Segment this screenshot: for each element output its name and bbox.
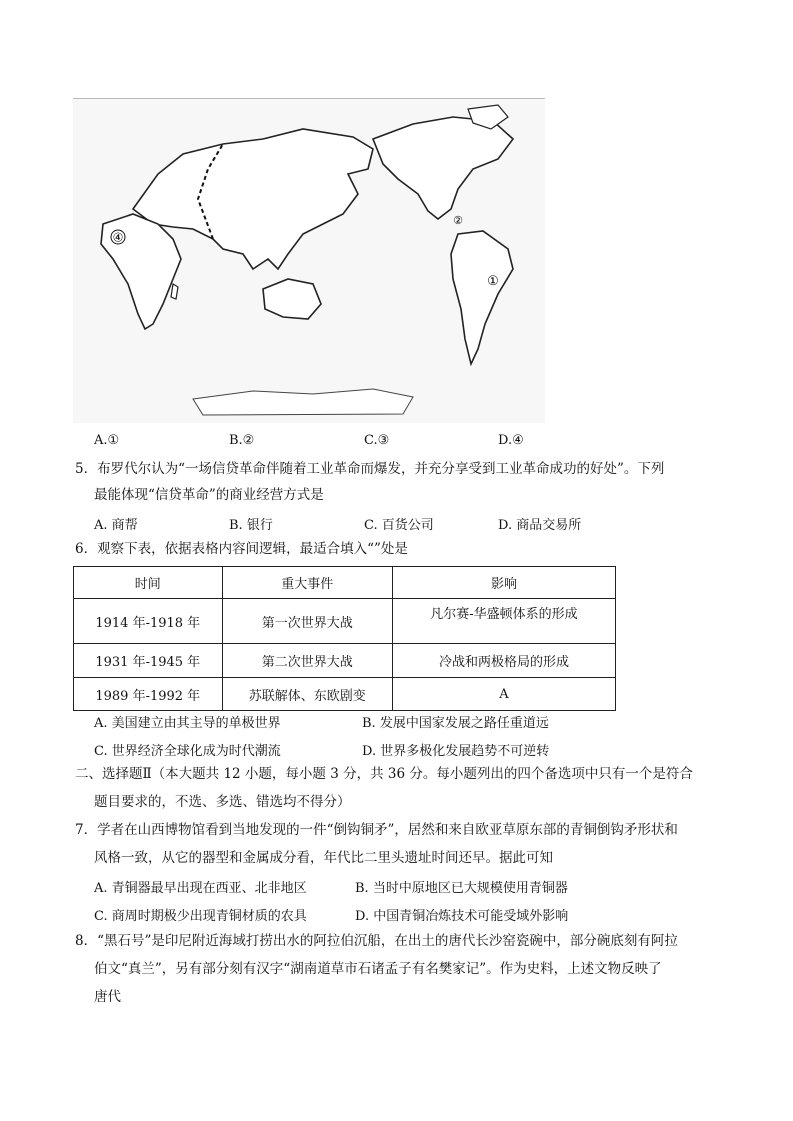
table-row bbox=[74, 678, 616, 711]
q4-option-a: A.① bbox=[94, 433, 120, 448]
q6-option-d: D. 世界多极化发展趋势不可逆转 bbox=[362, 744, 550, 759]
q8-stem-line2: 伯文“真兰”，另有部分刻有汉字“湖南道草市石诸孟子有名樊家记”。作为史料，上述文物反映了 bbox=[94, 961, 662, 977]
q5-option-a: A. 商帮 bbox=[94, 518, 138, 533]
q6-stem-line1: 6．观察下表，依据表格内容间逻辑，最适合填入“”处是 bbox=[75, 541, 408, 557]
q5-stem-line2: 最能体现“信贷革命”的商业经营方式是 bbox=[94, 487, 324, 503]
q5-stem-line1: 5．布罗代尔认为“一场信贷革命伴随着工业革命而爆发，并充分享受到工业革命成功的好处”。下列 bbox=[75, 461, 665, 477]
q5-option-c: C. 百货公司 bbox=[364, 518, 434, 533]
section2-heading-line1: 二、选择题Ⅱ（本大题共 12 小题，每小题 3 分，共 36 分。每小题列出的四个备选项中只有一个是符合 bbox=[75, 766, 693, 782]
header-impact: 影响 bbox=[392, 567, 615, 599]
header-time: 时间 bbox=[74, 567, 223, 599]
madagascar bbox=[171, 284, 178, 299]
q8-stem-line3: 唐代 bbox=[94, 989, 121, 1005]
cell-impact: 冷战和两极格局的形成 bbox=[392, 644, 615, 678]
q5-option-b: B. 银行 bbox=[229, 518, 273, 533]
section2-heading-line2: 题目要求的，不选、多选、错选均不得分） bbox=[94, 794, 351, 810]
cell-impact: 凡尔赛-华盛顿体系的形成 bbox=[392, 599, 615, 644]
table-header-row bbox=[74, 567, 616, 599]
q8-stem-line1: 8．“黑石号”是印尼附近海域打捞出水的阿拉伯沉船，在出土的唐代长沙窑瓷碗中，部分碗底刻有阿拉 bbox=[75, 933, 678, 949]
q4-option-b: B.② bbox=[229, 433, 255, 448]
q7-option-a: A. 青铜器最早出现在西亚、北非地区 bbox=[94, 881, 307, 896]
q4-option-d: D.④ bbox=[498, 433, 524, 448]
q7-stem-line1: 7．学者在山西博物馆看到当地发现的一件“倒钩铜矛”，居然和来自欧亚草原东部的青铜倒钩矛形状和 bbox=[75, 822, 678, 838]
world-map bbox=[73, 99, 545, 423]
world-map-figure bbox=[73, 98, 545, 423]
events-table bbox=[73, 566, 616, 711]
q7-option-c: C. 商周时期极少出现青铜材质的农具 bbox=[94, 909, 307, 924]
q4-option-c: C.③ bbox=[364, 433, 390, 448]
q6-option-c: C. 世界经济全球化成为时代潮流 bbox=[94, 744, 281, 759]
q6-option-a: A. 美国建立由其主导的单极世界 bbox=[94, 716, 281, 731]
cell-event: 第一次世界大战 bbox=[222, 599, 392, 644]
header-event: 重大事件 bbox=[222, 567, 392, 599]
q5-option-d: D. 商品交易所 bbox=[498, 518, 582, 533]
marker-1-label: ① bbox=[487, 274, 499, 289]
q6-option-b: B. 发展中国家发展之路任重道远 bbox=[362, 716, 549, 731]
q7-stem-line2: 风格一致，从它的器型和金属成分看，年代比二里头遗址时间还早。据此可知 bbox=[94, 850, 553, 866]
cell-time: 1931 年-1945 年 bbox=[74, 644, 223, 678]
cell-time: 1989 年-1992 年 bbox=[74, 678, 223, 711]
q7-option-b: B. 当时中原地区已大规模使用青铜器 bbox=[355, 881, 568, 896]
marker-4-label: ④ bbox=[112, 230, 124, 245]
cell-event: 第二次世界大战 bbox=[222, 644, 392, 678]
cell-impact: A bbox=[392, 678, 615, 711]
marker-2-label: ② bbox=[453, 214, 463, 227]
table-row bbox=[74, 599, 616, 644]
cell-event: 苏联解体、东欧剧变 bbox=[222, 678, 392, 711]
q7-option-d: D. 中国青铜冶炼技术可能受域外影响 bbox=[355, 909, 569, 924]
cell-time: 1914 年-1918 年 bbox=[74, 599, 223, 644]
table-row bbox=[74, 644, 616, 678]
